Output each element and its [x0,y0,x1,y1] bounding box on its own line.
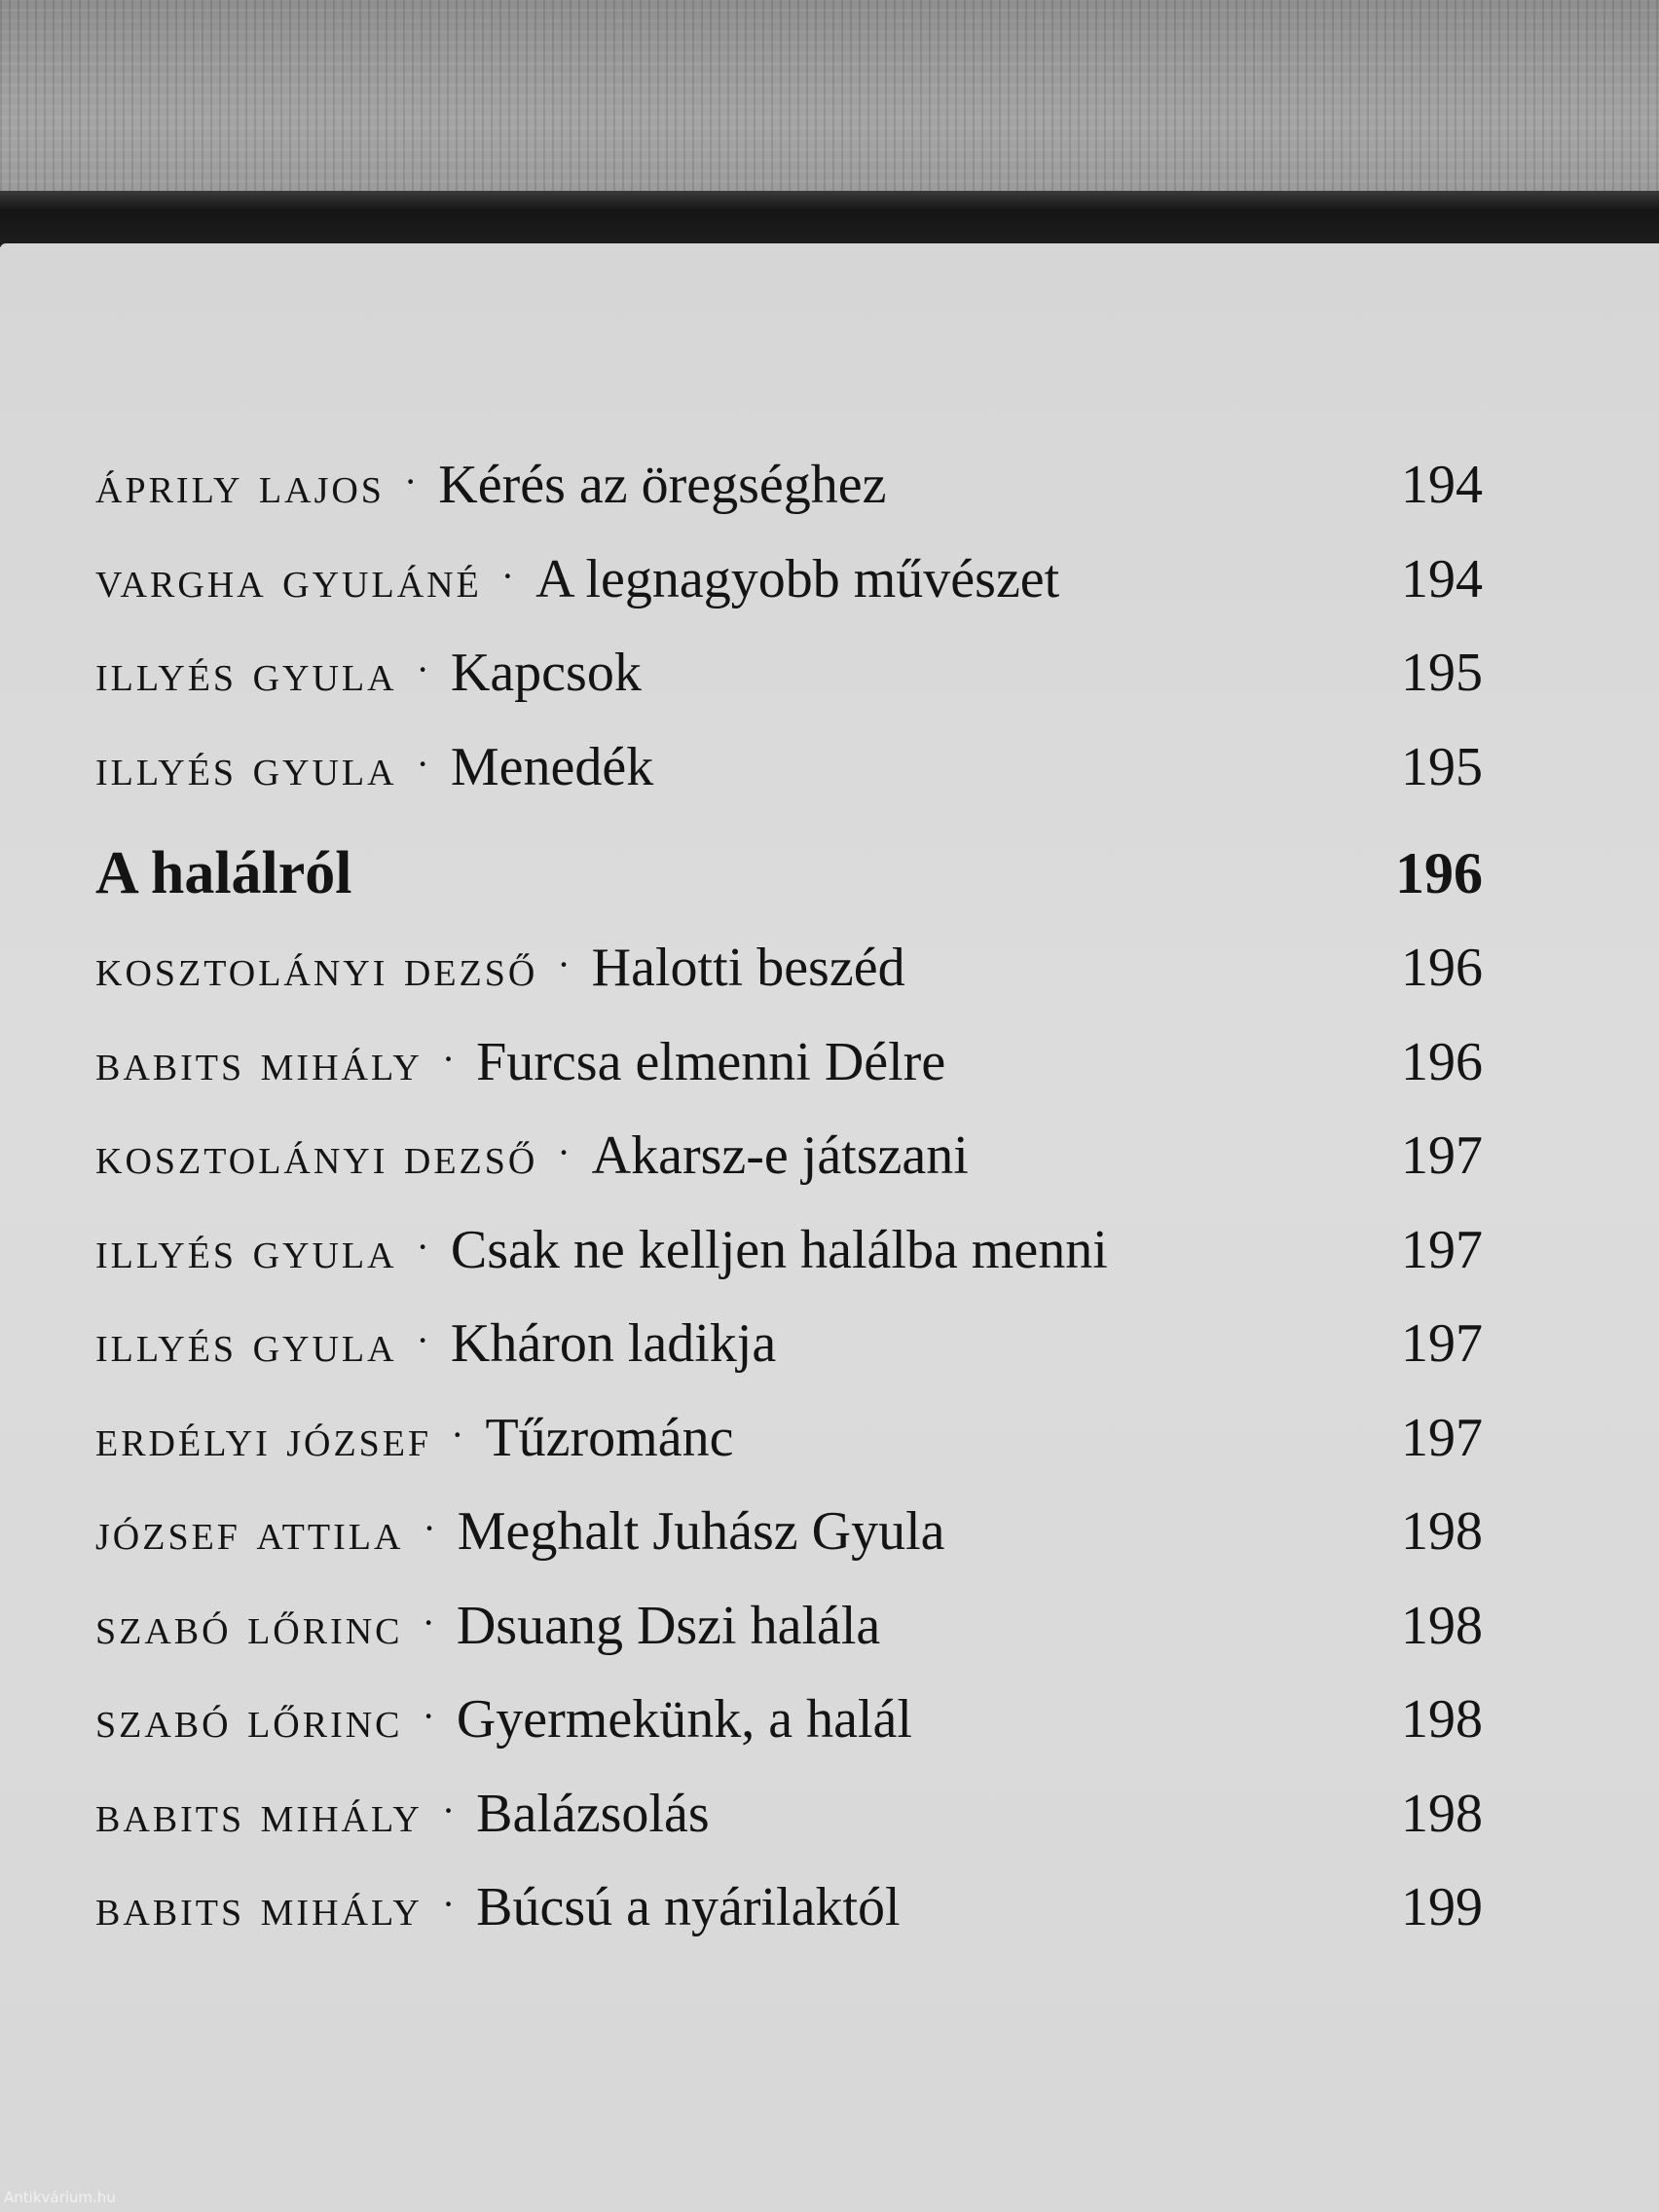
toc-page-number: 198 [1401,1783,1483,1844]
section-title: A halálról [95,840,352,906]
toc-entry [95,1407,1483,1501]
separator-dot: · [416,1224,429,1269]
background-surface [0,0,1659,204]
toc-page-number: 195 [1401,736,1483,797]
toc-author: illyés gyula [95,1220,397,1279]
toc-author: szabó lőrinc [95,1690,403,1749]
toc-author: áprily lajos [95,456,385,514]
toc-author: kosztolányi dezső [95,939,538,997]
toc-entry [95,1688,1483,1783]
toc-page-number: 198 [1401,1595,1483,1656]
toc-title: Balázsolás [476,1783,710,1844]
toc-title: Akarsz-e játszani [591,1125,969,1186]
separator-dot: · [451,1412,464,1456]
toc-entry [95,937,1483,1031]
separator-dot: · [416,741,429,786]
toc-author: illyés gyula [95,737,397,796]
toc-author: babits mihály [95,1784,423,1843]
toc-entry [95,1783,1483,1877]
separator-dot: · [441,1882,456,1926]
toc-title: Meghalt Juhász Gyula [457,1501,945,1562]
toc-title: Menedék [450,736,654,797]
toc-author: szabó lőrinc [95,1596,403,1655]
toc-page-number: 194 [1401,455,1483,515]
toc-title: Gyermekünk, a halál [456,1689,912,1750]
toc-entry [95,1312,1483,1407]
toc-title: Halotti beszéd [591,938,905,998]
separator-dot: · [403,460,418,503]
toc-page-number: 194 [1401,548,1483,609]
toc-page-number: 196 [1401,1031,1483,1092]
toc-title: Búcsú a nyárilaktól [476,1877,901,1937]
separator-dot: · [500,553,515,598]
toc-section-heading [95,839,1483,937]
separator-dot: · [441,1036,456,1081]
toc-title: Kháron ladikja [450,1313,777,1374]
watermark: Antikvárium.hu [4,2189,116,2206]
section-page-number: 196 [1395,841,1483,905]
toc-author: illyés gyula [95,644,397,702]
toc-author: babits mihály [95,1032,423,1091]
toc-entry [95,736,1483,830]
table-of-contents [95,454,1483,1971]
separator-dot: · [422,1694,435,1738]
toc-page-number: 196 [1401,938,1483,998]
toc-page-number: 197 [1401,1313,1483,1374]
separator-dot: · [422,1600,435,1644]
toc-title: Furcsa elmenni Délre [476,1031,946,1092]
separator-dot: · [557,1130,571,1174]
toc-entry [95,642,1483,736]
toc-page-number: 197 [1401,1219,1483,1280]
toc-title: A legnagyobb művészet [535,548,1060,609]
toc-page-number: 198 [1401,1501,1483,1562]
toc-title: Kérés az öregséghez [438,455,887,515]
toc-title: Kapcsok [450,643,642,703]
toc-title: Dsuang Dszi halála [456,1595,881,1656]
toc-page-number: 199 [1401,1877,1483,1937]
toc-page-number: 197 [1401,1407,1483,1468]
toc-title: Csak ne kelljen halálba menni [450,1219,1108,1280]
toc-page-number: 197 [1401,1125,1483,1186]
toc-entry [95,1219,1483,1313]
toc-entry [95,1500,1483,1595]
toc-author: vargha gyuláné [95,549,482,608]
toc-page-number: 198 [1401,1689,1483,1750]
toc-entry [95,454,1483,548]
toc-author: erdélyi józsef [95,1408,432,1467]
separator-dot: · [416,1318,429,1362]
book-cover-edge [0,191,1659,247]
separator-dot: · [416,647,429,691]
toc-author: józsef attila [95,1502,404,1561]
separator-dot: · [441,1788,456,1832]
toc-title: Tűzrománc [485,1407,734,1468]
toc-author: babits mihály [95,1878,423,1936]
toc-author: illyés gyula [95,1314,397,1373]
toc-entry [95,1595,1483,1689]
toc-author: kosztolányi dezső [95,1126,538,1185]
separator-dot: · [557,942,571,986]
separator-dot: · [423,1506,436,1550]
toc-entry [95,548,1483,643]
toc-entry [95,1031,1483,1125]
toc-page-number: 195 [1401,643,1483,703]
toc-entry [95,1124,1483,1219]
toc-entry [95,1876,1483,1971]
